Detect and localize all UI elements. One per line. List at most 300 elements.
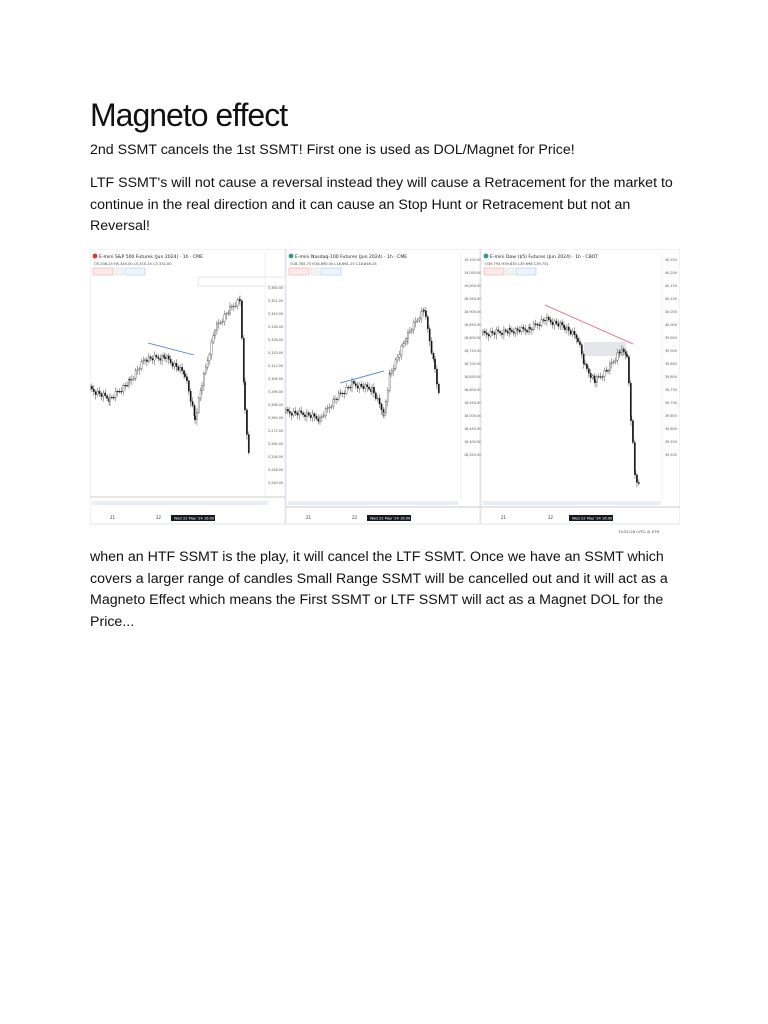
candle [350,387,351,388]
candle [106,396,107,399]
candle [220,322,221,323]
candle [598,377,599,378]
candle [101,394,102,397]
candle [184,374,185,377]
candle [606,370,607,371]
candle [561,322,562,325]
price-axis-label: 5,248.00 [268,468,284,472]
price-axis-label: 39,650 [665,414,677,418]
candle [156,355,157,357]
candle [160,359,161,361]
candle [431,341,432,353]
candle [361,384,362,386]
candle [393,368,394,370]
candle [211,342,212,355]
candle [229,306,230,313]
candle [161,355,162,360]
candle [594,380,595,383]
candle [99,391,100,394]
price-axis-label: 39,700 [665,401,677,405]
candle [519,330,520,332]
candle [590,373,591,377]
candle [319,417,320,421]
panel-1-ohlc: O5,208.25 H5,345.00 L5,310.25 C5,331.00 [94,262,172,266]
date-label-22: 22 [548,515,554,520]
candle [246,410,247,435]
candle [178,367,179,370]
panel-1-title: E-mini S&P 500 Futures (Jun 2024) · 1h · CME [99,255,203,260]
candle [617,353,618,360]
candle [501,333,502,335]
candle [216,324,217,331]
price-axis-label: 18,650.00 [464,375,482,379]
candle [183,371,184,374]
candle [243,338,244,382]
price-axis-label: 5,304.00 [268,377,284,381]
candle [287,409,288,411]
chart-panel-2 [285,249,481,524]
candle [289,411,290,413]
candle [152,358,153,360]
candle [375,393,376,399]
candle [338,393,339,399]
candle [515,329,516,334]
price-axis-label: 19,000.00 [464,284,482,288]
candle [192,401,193,405]
candle [355,384,356,386]
price-axis-label: 5,344.00 [268,312,284,316]
candle [135,371,136,378]
candle [619,352,620,353]
candle [235,306,236,307]
candle [344,393,345,394]
candle [207,361,208,367]
candle [592,376,593,378]
price-axis-label: 40,100 [665,297,677,301]
candle [93,389,94,392]
candle [403,344,404,346]
candle [630,383,631,416]
price-axis-label: 40,200 [665,271,677,275]
candle [176,363,177,366]
date-label-22: 22 [156,515,162,520]
candle [91,386,92,389]
date-label-21: 21 [306,515,312,520]
candle [563,325,564,328]
price-axis-label: 18,750.00 [464,349,482,353]
candle [131,379,132,380]
candle [395,360,396,369]
candle [293,411,294,415]
candle [97,391,98,395]
candle [316,416,317,418]
candle [488,334,489,336]
candle [482,331,483,334]
candle [415,321,416,322]
candle [137,370,138,371]
candle [436,369,437,384]
paragraph-1: 2nd SSMT cancels the 1st SSMT! First one is used as DOL/Magnet for Price! [90,142,575,158]
price-axis-label: 19,100.00 [464,258,482,262]
candle [623,349,624,352]
candle [596,377,597,383]
candle [180,367,181,370]
candle [237,300,238,306]
candle [129,379,130,380]
candle [413,322,414,329]
highlight-zone [584,342,626,356]
candle [367,385,368,387]
candle [241,301,242,338]
candle [348,387,349,388]
candle [115,391,116,397]
candle [231,306,232,307]
candle [205,367,206,373]
status-dot-icon [289,254,294,259]
price-axis-label: 5,360.00 [268,286,284,290]
candle [438,384,439,393]
date-cursor-label: Wed 22 May '24 16:00 [174,516,215,521]
candle [133,378,134,379]
candle [244,382,245,410]
candle [318,419,319,421]
candle [409,331,410,332]
candle [331,407,332,408]
candle [357,386,358,388]
price-axis-label: 40,250 [665,258,677,262]
candle [371,387,372,391]
candle [381,404,382,410]
candle [154,355,155,360]
candle [194,416,195,420]
candle [373,387,374,393]
candle [499,331,500,333]
candle [417,320,418,321]
candle [299,411,300,415]
candle [389,373,390,374]
price-axis-label: 5,264.00 [268,442,284,446]
candle [123,385,124,391]
candle [301,411,302,413]
candle [228,313,229,314]
candle [121,391,122,392]
candle [168,356,169,359]
candle [584,364,585,365]
candle [385,401,386,412]
candle [346,387,347,393]
candle [513,332,514,334]
candle [419,319,420,320]
candle [425,311,426,317]
candle [621,349,622,353]
price-axis-label: 18,550.00 [464,401,482,405]
page-title: Magneto effect [90,97,288,133]
chart-panel-3 [481,249,680,534]
candle [351,381,352,387]
candle [583,354,584,363]
candle [365,385,366,389]
candle [200,391,201,399]
candle [568,327,569,331]
candle [628,357,629,383]
candle [579,342,580,345]
candle [626,354,627,356]
candle [226,314,227,315]
price-axis-label: 18,850.00 [464,323,482,327]
candle [427,317,428,329]
candle [406,339,407,341]
price-axis-label: 18,450.00 [464,427,482,431]
candle [181,367,182,370]
candle [342,393,343,394]
date-cursor-label: Wed 22 May '24 16:00 [370,516,411,521]
candle [577,338,578,341]
candle [285,409,286,412]
candle [248,435,249,453]
candle [198,398,199,412]
candle [95,392,96,395]
candle [611,362,612,363]
candle [407,332,408,339]
candle [329,407,330,408]
candle [336,399,337,400]
candle [291,413,292,415]
candle [379,398,380,404]
price-axis-label: 39,850 [665,362,677,366]
candle [576,335,577,339]
price-axis-label: 5,336.00 [268,325,284,329]
candle [434,359,435,369]
candle [630,416,631,421]
candle [552,322,553,325]
candle [546,317,547,321]
candle [103,393,104,397]
candle [537,324,538,325]
candle [368,387,369,389]
candle [602,377,603,378]
date-label-21: 21 [110,515,116,520]
candle [172,363,173,366]
candle [523,327,524,329]
candle [600,377,601,378]
candle [572,331,573,334]
candle [525,329,526,331]
price-axis-label: 39,750 [665,388,677,392]
price-axis-label: 18,500.00 [464,414,482,418]
candle [312,414,313,418]
candle [203,373,204,386]
candle [143,361,144,362]
embedded-chart-screenshot [90,249,680,537]
candle [397,357,398,359]
drawing-toolbar[interactable] [198,277,288,286]
price-axis-label: 18,350.00 [464,453,482,457]
candle [423,310,424,311]
candle [308,413,309,415]
candle [521,327,522,332]
candle [517,329,518,331]
price-axis-label: 18,800.00 [464,336,482,340]
candle [539,325,540,326]
candle [625,352,626,355]
candle [498,330,499,332]
candle [109,397,110,401]
panel-3-ohlc: O39,793 H39,830 L39,698 C39,751 [485,262,549,266]
price-axis-label: 39,500 [665,453,677,457]
candle [209,355,210,361]
paragraph-3: when an HTF SSMT is the play, it will cancel the LTF SSMT. Once we have an SSMT which covers a larger range of candles Small Range SSMT will be cancelled out and it will act as a Magneto Effect which means the First SSMT or LTF SSMT will act as a Magnet DOL for the Price... [90,549,668,631]
candle [214,331,215,336]
candle [560,322,561,326]
candle [297,413,298,415]
status-timestamp: 13:52:26 (UTC-4) ETH [618,529,660,534]
price-axis-label: 39,900 [665,349,677,353]
candle [638,482,639,483]
candle [383,412,384,415]
candle [90,386,91,389]
price-axis-label: 5,280.00 [268,416,284,420]
price-axis-label: 5,256.00 [268,455,284,459]
candle [333,399,334,406]
candle [544,320,545,321]
candle [429,329,430,341]
candle [334,399,335,400]
candle [327,408,328,409]
candle [566,327,567,330]
price-axis-label: 5,288.00 [268,403,284,407]
candle [541,320,542,326]
price-axis-label: 19,050.00 [464,271,482,275]
candle [314,414,315,416]
candle [323,416,324,417]
candle [363,386,364,388]
price-axis-label: 5,240.00 [268,481,284,485]
candle [490,331,491,336]
date-cursor-label: Wed 22 May '24 16:00 [572,516,613,521]
candle [411,330,412,331]
candle [224,315,225,322]
panel-2-ohlc: O18,785.75 H18,890.00 L18,661.25 C18,846.25 [290,262,377,266]
candle [550,320,551,323]
candle [218,323,219,324]
candle [148,357,149,362]
candle [201,386,202,391]
chart-strip-svg [90,249,680,537]
candle [558,324,559,327]
candle [302,413,303,415]
candle [213,336,214,342]
candle [146,360,147,362]
price-axis-label: 18,600.00 [464,388,482,392]
price-axis-label: 39,600 [665,427,677,431]
candle [295,411,296,413]
candle [615,360,616,361]
candle [492,331,493,333]
price-axis-label: 39,950 [665,336,677,340]
candle [588,369,589,373]
candle [609,363,610,370]
candle [421,311,422,318]
candle [306,413,307,417]
candle [190,391,191,401]
candle [570,331,571,335]
candle [505,330,506,332]
candle [353,381,354,383]
price-axis-label: 5,352.00 [268,299,284,303]
candle [139,369,140,370]
candle [529,327,530,329]
date-label-22: 22 [352,515,358,520]
chart-panel-1 [90,249,288,524]
candle [174,363,175,366]
candle [494,333,495,335]
candle [105,393,106,396]
candle [166,356,167,359]
candle [604,370,605,376]
candle [535,324,536,325]
candle [433,353,434,359]
candle [574,331,575,335]
price-axis-label: 18,400.00 [464,440,482,444]
candle [543,320,544,321]
candle [113,397,114,398]
price-axis-label: 39,800 [665,375,677,379]
candle [548,317,549,320]
candle [581,345,582,354]
candle [556,321,557,324]
candle [564,328,565,330]
status-dot-icon [93,254,98,259]
candle [399,355,400,357]
candle [391,371,392,373]
price-axis-label: 5,312.00 [268,364,284,368]
candle [125,385,126,386]
candle [304,415,305,417]
candle [405,341,406,343]
candle [511,330,512,332]
price-axis-label: 39,550 [665,440,677,444]
candle [607,370,608,371]
candle [239,300,240,301]
candle [196,412,197,420]
candle [158,357,159,359]
candle [554,321,555,325]
candle [486,333,487,335]
price-axis-label: 40,050 [665,310,677,314]
candle [163,355,164,357]
candle [144,360,145,361]
candle [503,330,504,335]
candle [111,397,112,398]
candle [119,391,120,392]
status-dot-icon [484,254,489,259]
candle [526,330,527,332]
candle [613,361,614,362]
candle [586,364,587,368]
candle [533,324,534,330]
price-axis-label: 40,150 [665,284,677,288]
candle [325,409,326,416]
panel-2-title: E-mini Nasdaq-100 Futures (Jun 2024) · 1h · CME [295,255,408,260]
paragraph-2: LTF SSMT's will not cause a reversal instead they will cause a Retracement for the market to continue in the real direction and it can cause an Stop Hunt or Retracement but not an Reversal! [90,175,673,235]
candle [233,306,234,307]
candle [321,416,322,417]
price-axis-label: 18,700.00 [464,362,482,366]
panel-3-title: E-mini Dow ($5) Futures (Jun 2024) · 1h · CBOT [490,255,599,260]
candle [509,328,510,330]
candle [531,329,532,330]
candle [632,421,633,443]
